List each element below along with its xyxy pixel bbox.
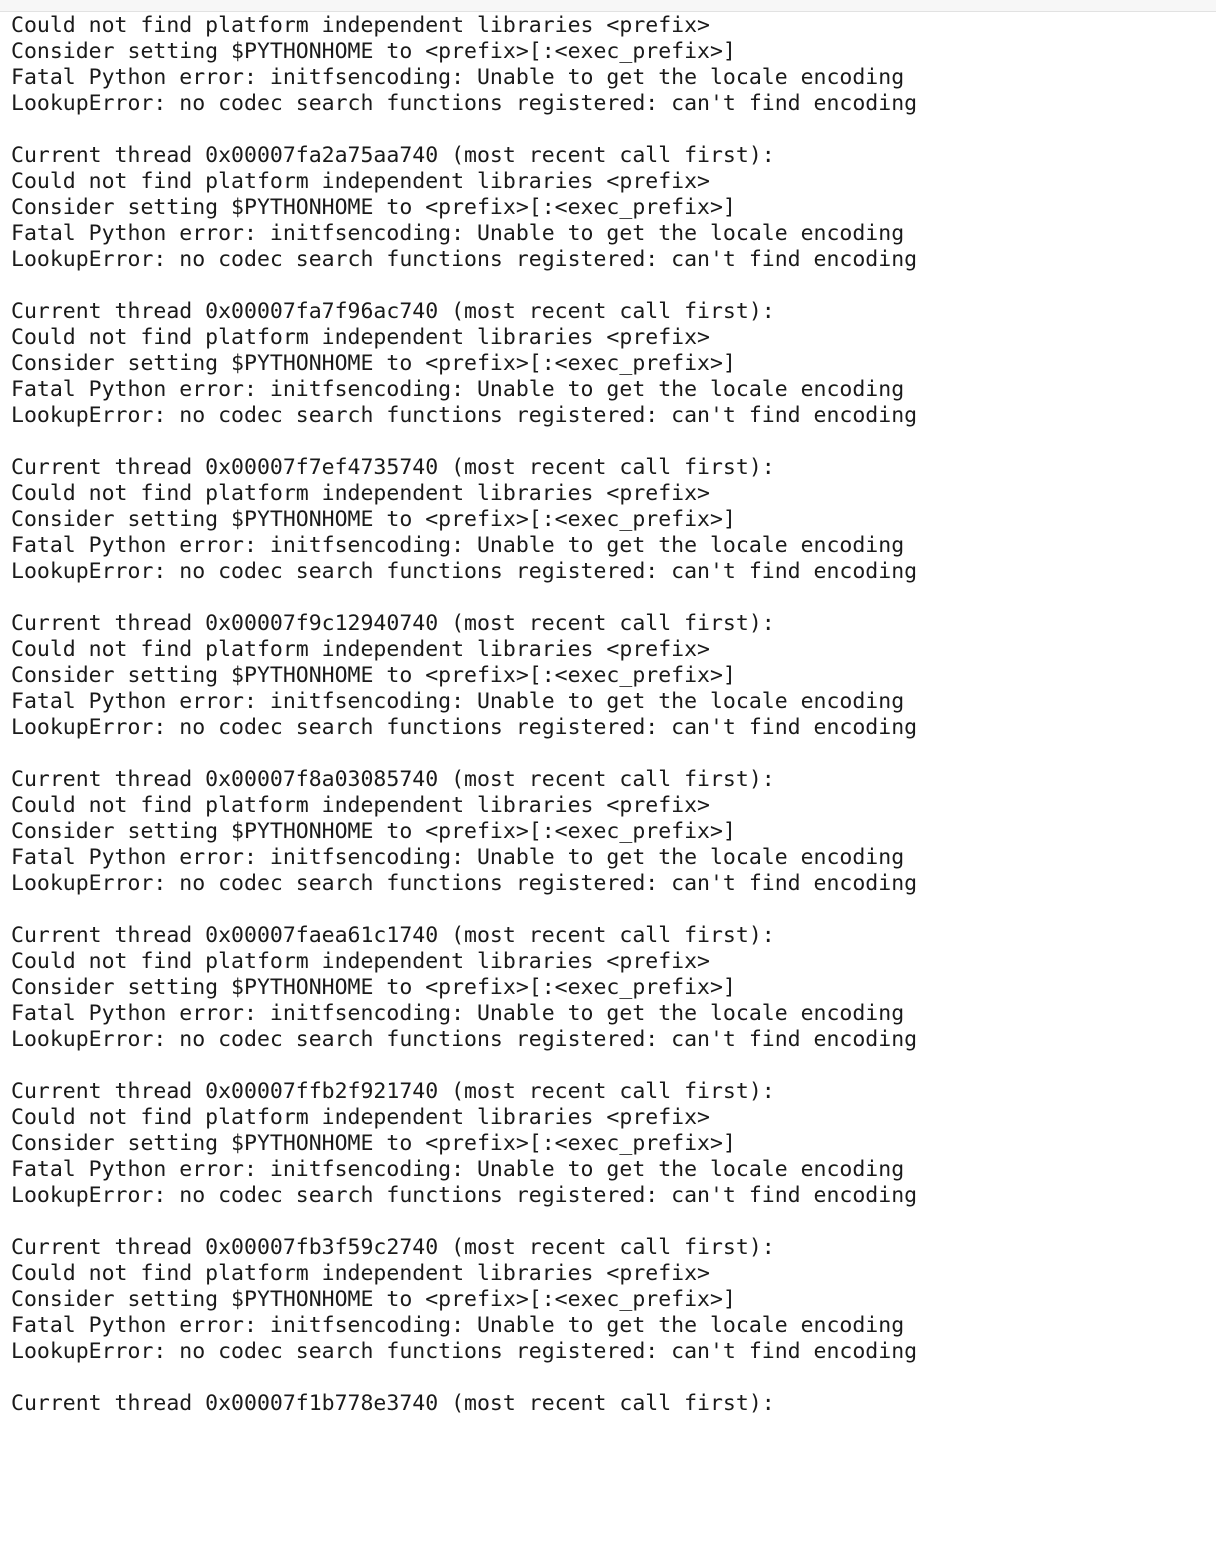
log-line: Could not find platform independent libraries <prefix> [11, 1261, 710, 1286]
log-line: Consider setting $PYTHONHOME to <prefix>[:<exec_prefix>] [11, 195, 736, 220]
log-line: Consider setting $PYTHONHOME to <prefix>[:<exec_prefix>] [11, 975, 736, 1000]
log-line: Fatal Python error: initfsencoding: Unable to get the locale encoding [11, 1157, 905, 1182]
log-blank-line [11, 741, 1206, 767]
log-line: Fatal Python error: initfsencoding: Unable to get the locale encoding [11, 65, 905, 90]
log-line: Could not find platform independent libraries <prefix> [11, 637, 710, 662]
log-line: Could not find platform independent libraries <prefix> [11, 169, 710, 194]
log-line: Current thread 0x00007fb3f59c2740 (most recent call first): [11, 1235, 775, 1260]
log-line: LookupError: no codec search functions registered: can't find encoding [11, 559, 918, 584]
log-line: LookupError: no codec search functions registered: can't find encoding [11, 871, 918, 896]
log-blank-line [11, 1365, 1206, 1391]
log-line: Fatal Python error: initfsencoding: Unable to get the locale encoding [11, 1001, 905, 1026]
log-line: Fatal Python error: initfsencoding: Unable to get the locale encoding [11, 845, 905, 870]
log-line: Could not find platform independent libraries <prefix> [11, 13, 710, 38]
log-line: Current thread 0x00007f7ef4735740 (most recent call first): [11, 455, 775, 480]
log-line: Current thread 0x00007f1b778e3740 (most recent call first): [11, 1391, 775, 1416]
log-line: Consider setting $PYTHONHOME to <prefix>[:<exec_prefix>] [11, 663, 736, 688]
log-blank-line [11, 1053, 1206, 1079]
log-line: Current thread 0x00007f8a03085740 (most recent call first): [11, 767, 775, 792]
log-line: Could not find platform independent libraries <prefix> [11, 325, 710, 350]
log-line: Consider setting $PYTHONHOME to <prefix>[:<exec_prefix>] [11, 39, 736, 64]
log-line: Current thread 0x00007fa7f96ac740 (most recent call first): [11, 299, 775, 324]
top-edge-bar [0, 0, 1216, 12]
log-line: LookupError: no codec search functions registered: can't find encoding [11, 715, 918, 740]
log-blank-line [11, 897, 1206, 923]
log-blank-line [11, 429, 1206, 455]
log-line: Consider setting $PYTHONHOME to <prefix>[:<exec_prefix>] [11, 819, 736, 844]
log-line: Current thread 0x00007f9c12940740 (most recent call first): [11, 611, 775, 636]
log-line: Fatal Python error: initfsencoding: Unable to get the locale encoding [11, 221, 905, 246]
log-line: LookupError: no codec search functions registered: can't find encoding [11, 1183, 918, 1208]
log-line: Consider setting $PYTHONHOME to <prefix>[:<exec_prefix>] [11, 1131, 736, 1156]
log-line: LookupError: no codec search functions registered: can't find encoding [11, 1027, 918, 1052]
log-output[interactable] [11, 13, 1206, 1417]
log-line: LookupError: no codec search functions registered: can't find encoding [11, 1339, 918, 1364]
log-line: Could not find platform independent libraries <prefix> [11, 481, 710, 506]
log-line: Fatal Python error: initfsencoding: Unable to get the locale encoding [11, 377, 905, 402]
log-line: Current thread 0x00007fa2a75aa740 (most recent call first): [11, 143, 775, 168]
log-line: Could not find platform independent libraries <prefix> [11, 1105, 710, 1130]
log-blank-line [11, 1209, 1206, 1235]
log-line: Consider setting $PYTHONHOME to <prefix>[:<exec_prefix>] [11, 1287, 736, 1312]
log-line: Fatal Python error: initfsencoding: Unable to get the locale encoding [11, 1313, 905, 1338]
log-line: LookupError: no codec search functions registered: can't find encoding [11, 247, 918, 272]
log-line: LookupError: no codec search functions registered: can't find encoding [11, 403, 918, 428]
log-blank-line [11, 273, 1206, 299]
log-line: Fatal Python error: initfsencoding: Unable to get the locale encoding [11, 689, 905, 714]
log-line: LookupError: no codec search functions registered: can't find encoding [11, 91, 918, 116]
log-line: Current thread 0x00007faea61c1740 (most recent call first): [11, 923, 775, 948]
log-line: Consider setting $PYTHONHOME to <prefix>[:<exec_prefix>] [11, 351, 736, 376]
log-line: Could not find platform independent libraries <prefix> [11, 793, 710, 818]
log-line: Current thread 0x00007ffb2f921740 (most recent call first): [11, 1079, 775, 1104]
log-line: Fatal Python error: initfsencoding: Unable to get the locale encoding [11, 533, 905, 558]
log-blank-line [11, 117, 1206, 143]
log-line: Consider setting $PYTHONHOME to <prefix>[:<exec_prefix>] [11, 507, 736, 532]
log-blank-line [11, 585, 1206, 611]
log-line: Could not find platform independent libraries <prefix> [11, 949, 710, 974]
